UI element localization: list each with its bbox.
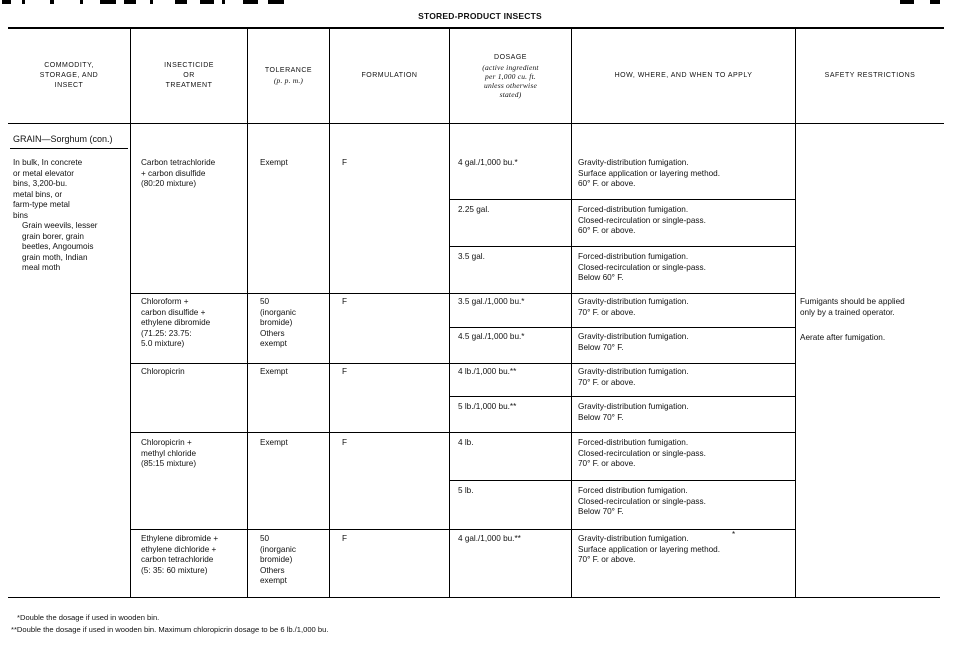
insecticide-name: Ethylene dibromide + ethylene dichloride + carbon tetrachloride (5: 35: 60 mixture): [141, 534, 219, 575]
formulation-value: F: [342, 158, 348, 167]
header-dosage-label: DOSAGE: [494, 53, 527, 61]
header-tolerance: [248, 28, 329, 123]
cutoff-mark: [2, 0, 11, 4]
application-method: Forced-distribution fumigation. Closed-recirculation or single-pass. 70° F. or above.: [578, 438, 706, 468]
insect-list: Grain weevils, lesser grain borer, grain beetles, Angoumois grain moth, Indian meal moth: [22, 221, 98, 272]
formulation-value: F: [342, 297, 348, 306]
insecticide-name: Chloroform + carbon disulfide + ethylene dibromide (71.25: 23.75: 5.0 mixture): [141, 297, 211, 348]
application-method: Gravity-distribution fumigation. 70° F. or above.: [578, 297, 689, 317]
footnote-single-asterisk: *Double the dosage if used in wooden bin.: [17, 613, 160, 622]
section-heading: GRAIN—Sorghum (con.): [13, 134, 113, 144]
page-title: STORED-PRODUCT INSECTS: [418, 11, 542, 21]
cutoff-mark: [124, 0, 136, 4]
cutoff-mark: [900, 0, 914, 4]
application-method: Gravity-distribution fumigation. Surface application or layering method. 70° F. or above.: [578, 534, 720, 564]
application-method: Gravity-distribution fumigation. Below 70° F.: [578, 402, 689, 422]
header-rule: [8, 123, 944, 124]
dosage-value: 2.25 gal.: [458, 205, 490, 214]
row-separator: [449, 199, 795, 200]
insecticide-name: Chloropicrin + methyl chloride (85:15 mixture): [141, 438, 197, 468]
tolerance-value: 50 (inorganic bromide) Others exempt: [260, 534, 296, 585]
reference-mark: *: [732, 530, 736, 539]
formulation-value: F: [342, 438, 348, 447]
dosage-value: 5 lb./1,000 bu.**: [458, 402, 517, 411]
tolerance-value: 50 (inorganic bromide) Others exempt: [260, 297, 296, 348]
cutoff-mark: [243, 0, 258, 4]
cutoff-mark: [222, 0, 225, 4]
row-separator: [130, 529, 795, 530]
header-how: HOW, WHERE, AND WHEN TO APPLY: [614, 71, 753, 79]
application-method: Gravity-distribution fumigation. Surface application or layering method. 60° F. or above.: [578, 158, 720, 188]
row-separator: [449, 327, 795, 328]
tolerance-value: Exempt: [260, 438, 288, 447]
dosage-value: 3.5 gal.: [458, 252, 485, 261]
formulation-value: F: [342, 534, 348, 543]
header-formulation: FORMULATION: [361, 71, 418, 79]
cutoff-mark: [80, 0, 83, 4]
safety-operator-note: Fumigants should be applied only by a trained operator.: [800, 297, 905, 317]
header-tolerance-label: TOLERANCE: [264, 67, 313, 74]
header-safety: SAFETY RESTRICTIONS: [824, 71, 916, 79]
dosage-value: 4 gal./1,000 bu.*: [458, 158, 518, 167]
commodity-storage: In bulk, In concrete or metal elevator bins, 3,200-bu. metal bins, or farm-type metal bins: [13, 158, 83, 220]
cutoff-mark: [200, 0, 214, 4]
safety-aerate-note: Aerate after fumigation.: [800, 333, 886, 342]
header-dosage: [450, 28, 571, 123]
row-separator: [449, 396, 795, 397]
dosage-value: 5 lb.: [458, 486, 474, 495]
cutoff-mark: [175, 0, 187, 4]
cutoff-mark: [268, 0, 284, 4]
cutoff-mark: [50, 0, 54, 4]
tolerance-value: Exempt: [260, 158, 288, 167]
application-method: Forced-distribution fumigation. Closed-recirculation or single-pass. 60° F. or above.: [578, 205, 706, 235]
application-method: Forced distribution fumigation. Closed-recirculation or single-pass. Below 70° F.: [578, 486, 706, 516]
insecticide-name: Chloropicrin: [141, 367, 185, 376]
row-separator: [130, 293, 795, 294]
cutoff-mark: [100, 0, 116, 4]
dosage-value: 4 lb.: [458, 438, 474, 447]
dosage-value: 3.5 gal./1,000 bu.*: [458, 297, 525, 306]
cutoff-mark: [22, 0, 25, 4]
cutoff-mark: [930, 0, 940, 4]
row-separator: [130, 363, 795, 364]
bottom-rule: [8, 597, 940, 598]
row-separator: [130, 432, 795, 433]
formulation-value: F: [342, 367, 348, 376]
row-separator: [449, 480, 795, 481]
application-method: Gravity-distribution fumigation. 70° F. or above.: [578, 367, 689, 387]
header-insecticide: INSECTICIDE OR TREATMENT: [164, 61, 214, 89]
header-commodity: COMMODITY, STORAGE, AND INSECT: [39, 61, 99, 89]
row-separator: [449, 246, 795, 247]
header-tolerance-unit: (p. p. m.): [273, 76, 304, 85]
tolerance-value: Exempt: [260, 367, 288, 376]
dosage-value: 4 gal./1,000 bu.**: [458, 534, 521, 543]
application-method: Gravity-distribution fumigation. Below 70° F.: [578, 332, 689, 352]
insecticide-name: Carbon tetrachloride + carbon disulfide (80:20 mixture): [141, 158, 216, 188]
header-dosage-note: (active ingredient per 1,000 cu. ft. unless otherwise stated): [482, 62, 539, 99]
dosage-value: 4.5 gal./1,000 bu.*: [458, 332, 525, 341]
section-underline: [10, 148, 128, 149]
cutoff-mark: [150, 0, 153, 4]
application-method: Forced-distribution fumigation. Closed-recirculation or single-pass. Below 60° F.: [578, 252, 706, 282]
footnote-double-asterisk: **Double the dosage if used in wooden bin. Maximum chloropicrin dosage to be 6 lb./1,000 bu.: [11, 625, 329, 634]
dosage-value: 4 lb./1,000 bu.**: [458, 367, 517, 376]
